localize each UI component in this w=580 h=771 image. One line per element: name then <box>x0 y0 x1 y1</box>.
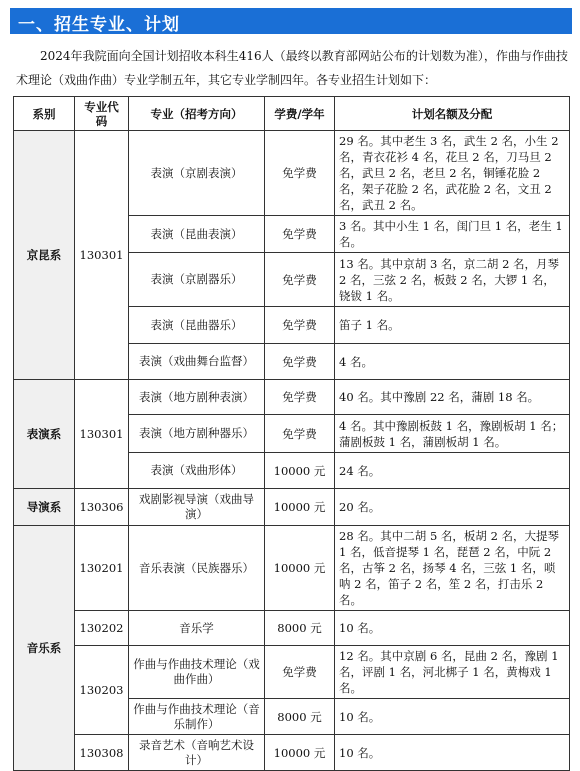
header-major: 专业（招考方向） <box>129 97 265 131</box>
code-cell: 130202 <box>75 611 129 646</box>
fee-cell: 10000 元 <box>265 526 335 611</box>
header-fee: 学费/学年 <box>265 97 335 131</box>
intro-paragraph: 2024年我院面向全国计划招收本科生416人（最终以教育部网站公布的计划数为准），作曲与作曲技术理论（戏曲作曲）专业学制五年，其它专业学制四年。各专业招生计划如下： <box>16 49 568 87</box>
major-cell: 戏剧影视导演（戏曲导演） <box>129 489 265 526</box>
fee-cell: 8000 元 <box>265 699 335 735</box>
code-cell: 130301 <box>75 380 129 489</box>
fee-cell: 10000 元 <box>265 453 335 489</box>
major-cell: 表演（昆曲器乐） <box>129 307 265 344</box>
major-cell: 表演（京剧器乐） <box>129 253 265 307</box>
fee-cell: 免学费 <box>265 646 335 699</box>
dept-cell: 音乐系 <box>14 526 75 771</box>
plan-cell: 40 名。其中豫剧 22 名，蒲剧 18 名。 <box>335 380 570 415</box>
section-title: 一、招生专业、计划 <box>18 15 180 35</box>
plan-cell: 28 名。其中二胡 5 名，板胡 2 名，大提琴 1 名，低音提琴 1 名，琵琶 2 名，中阮 2 名，古筝 2 名，扬琴 4 名，三弦 1 名，唢呐 2 名，笛子 2 名，笙 2 名，打击乐 2 名。 <box>335 526 570 611</box>
major-cell: 作曲与作曲技术理论（音乐制作） <box>129 699 265 735</box>
major-cell: 表演（地方剧种表演） <box>129 380 265 415</box>
plan-cell: 29 名。其中老生 3 名，武生 2 名，小生 2 名，青衣花衫 4 名，花旦 2 名，刀马旦 2 名，武旦 2 名，老旦 2 名，铜锤花脸 2 名，架子花脸 2 名，武花脸 2 名，文丑 2 名，武丑 2 名。 <box>335 131 570 216</box>
table-row <box>14 611 570 646</box>
major-cell: 作曲与作曲技术理论（戏曲作曲） <box>129 646 265 699</box>
fee-cell: 10000 元 <box>265 489 335 526</box>
plan-cell: 3 名。其中小生 1 名，闺门旦 1 名，老生 1 名。 <box>335 216 570 253</box>
plan-cell: 4 名。 <box>335 344 570 380</box>
table-row <box>14 526 570 611</box>
table-row <box>14 489 570 526</box>
section-header <box>10 8 572 34</box>
table-row <box>14 131 570 216</box>
header-dept: 系别 <box>14 97 75 131</box>
major-cell: 表演（地方剧种器乐） <box>129 415 265 453</box>
fee-cell: 免学费 <box>265 380 335 415</box>
major-cell: 表演（戏曲舞台监督） <box>129 344 265 380</box>
table-row <box>14 380 570 415</box>
plan-cell: 13 名。其中京胡 3 名，京二胡 2 名，月琴 2 名，三弦 2 名，板鼓 2 名，大锣 1 名，铙钹 1 名。 <box>335 253 570 307</box>
dept-cell: 表演系 <box>14 380 75 489</box>
code-cell: 130203 <box>75 646 129 735</box>
fee-cell: 10000 元 <box>265 735 335 771</box>
plan-cell: 笛子 1 名。 <box>335 307 570 344</box>
header-plan: 计划名额及分配 <box>335 97 570 131</box>
fee-cell: 免学费 <box>265 344 335 380</box>
table-row <box>14 735 570 771</box>
enrollment-table <box>13 96 570 771</box>
code-cell: 130301 <box>75 131 129 380</box>
code-cell: 130201 <box>75 526 129 611</box>
fee-cell: 免学费 <box>265 131 335 216</box>
header-code: 专业代码 <box>75 97 129 131</box>
fee-cell: 免学费 <box>265 415 335 453</box>
major-cell: 音乐表演（民族器乐） <box>129 526 265 611</box>
major-cell: 表演（戏曲形体） <box>129 453 265 489</box>
plan-cell: 10 名。 <box>335 699 570 735</box>
major-cell: 录音艺术（音响艺术设计） <box>129 735 265 771</box>
fee-cell: 免学费 <box>265 216 335 253</box>
dept-cell: 导演系 <box>14 489 75 526</box>
major-cell: 表演（京剧表演） <box>129 131 265 216</box>
code-cell: 130308 <box>75 735 129 771</box>
dept-cell: 京昆系 <box>14 131 75 380</box>
plan-cell: 10 名。 <box>335 611 570 646</box>
plan-cell: 10 名。 <box>335 735 570 771</box>
fee-cell: 免学费 <box>265 253 335 307</box>
table-header-row <box>14 97 570 131</box>
fee-cell: 8000 元 <box>265 611 335 646</box>
code-cell: 130306 <box>75 489 129 526</box>
plan-cell: 12 名。其中京剧 6 名，昆曲 2 名，豫剧 1 名，评剧 1 名，河北梆子 1 名，黄梅戏 1 名。 <box>335 646 570 699</box>
table-row <box>14 646 570 699</box>
major-cell: 表演（昆曲表演） <box>129 216 265 253</box>
plan-cell: 24 名。 <box>335 453 570 489</box>
fee-cell: 免学费 <box>265 307 335 344</box>
plan-cell: 4 名。其中豫剧板鼓 1 名，豫剧板胡 1 名；蒲剧板鼓 1 名，蒲剧板胡 1 名。 <box>335 415 570 453</box>
major-cell: 音乐学 <box>129 611 265 646</box>
plan-cell: 20 名。 <box>335 489 570 526</box>
